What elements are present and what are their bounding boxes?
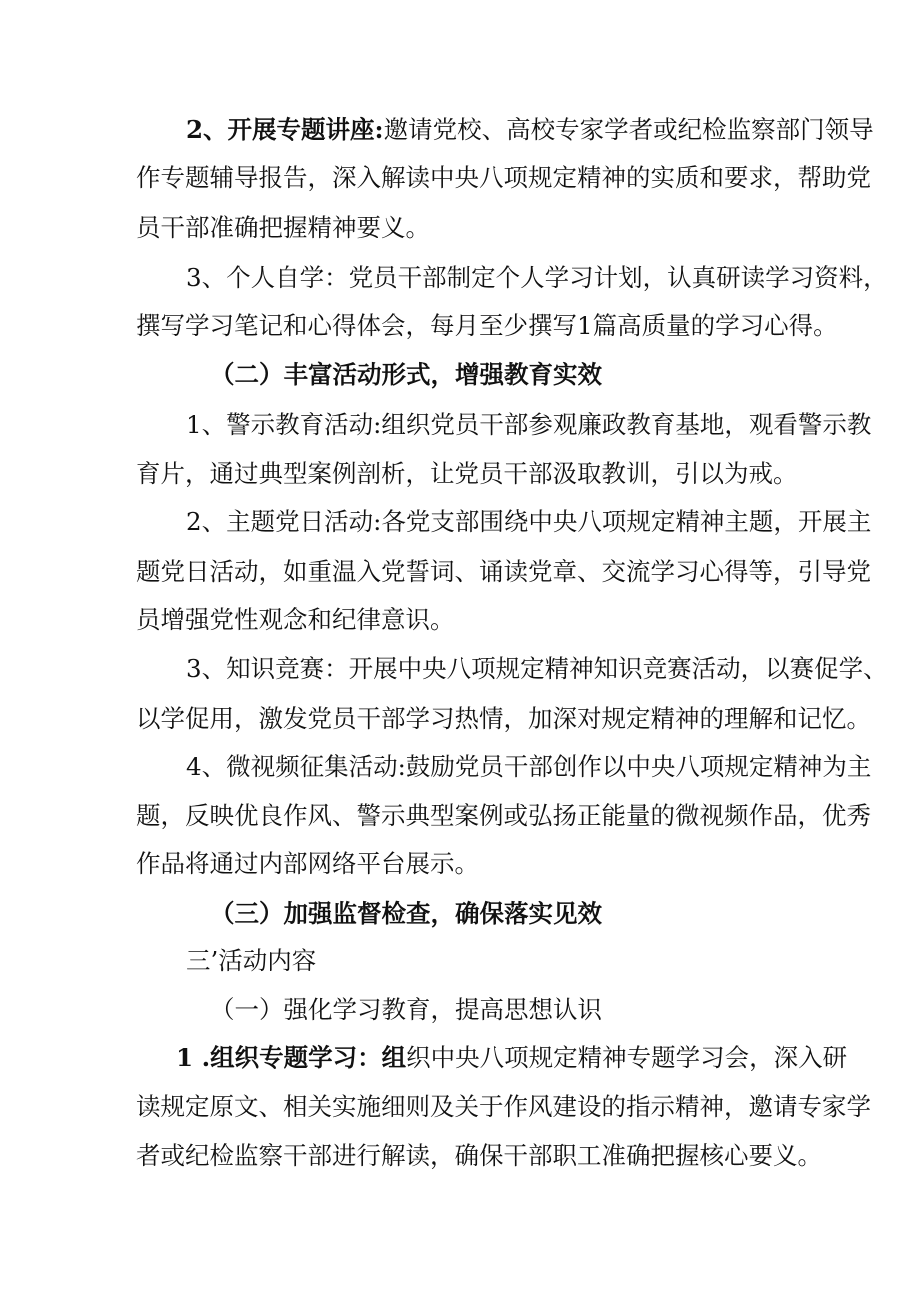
paragraph-line: 撰写学习笔记和心得体会，每月至少撰写1篇高质量的学习心得。	[136, 311, 838, 340]
paragraph-line: 3、个人自学：党员干部制定个人学习计划，认真研读学习资料，	[186, 263, 888, 292]
item-text: 织中央八项规定精神专题学习会，深入研	[406, 1043, 848, 1072]
item-text: 邀请党校、高校专家学者或纪检监察部门领导	[383, 115, 874, 144]
paragraph-line: 题，反映优良作风、警示典型案例或弘扬正能量的微视频作品，优秀	[136, 801, 871, 830]
section-heading: （二）丰富活动形式，增强教育实效	[210, 360, 602, 389]
chapter-heading: 三’活动内容	[186, 946, 317, 975]
section-heading: （三）加强监督检查，确保落实见效	[210, 899, 602, 928]
paragraph-line: 3、知识竞赛：开展中央八项规定精神知识竞赛活动，以赛促学、	[186, 654, 888, 683]
paragraph-line: 1、警示教育活动:组织党员干部参观廉政教育基地，观看警示教	[186, 410, 872, 439]
paragraph-line: 员增强党性观念和纪律意识。	[136, 605, 455, 634]
paragraph-line: 作品将通过内部网络平台展示。	[136, 849, 479, 878]
item-heading: 1 .组织专题学习：组	[176, 1043, 407, 1072]
paragraph-line	[176, 1043, 847, 1073]
section-heading: （一）强化学习教育，提高思想认识	[210, 995, 602, 1024]
paragraph-line: 育片，通过典型案例剖析，让党员干部汲取教训，引以为戒。	[136, 459, 798, 488]
paragraph-line: 以学促用，激发党员干部学习热情，加深对规定精神的理解和记忆。	[136, 704, 871, 733]
paragraph-line: 作专题辅导报告，深入解读中央八项规定精神的实质和要求，帮助党	[136, 163, 871, 192]
paragraph-line: 题党日活动，如重温入党誓词、诵读党章、交流学习心得等，引导党	[136, 557, 871, 586]
paragraph-line: 者或纪检监察干部进行解读，确保干部职工准确把握核心要义。	[136, 1141, 822, 1170]
item-heading: 2、开展专题讲座:	[186, 115, 384, 144]
paragraph-line: 2、主题党日活动:各党支部围绕中央八项规定精神主题，开展主	[186, 507, 872, 536]
paragraph-line: 员干部准确把握精神要义。	[136, 213, 430, 242]
paragraph-line: 读规定原文、相关实施细则及关于作风建设的指示精神，邀请专家学	[136, 1092, 871, 1121]
paragraph-line: 4、微视频征集活动:鼓励党员干部创作以中央八项规定精神为主	[186, 752, 872, 781]
paragraph-line	[186, 115, 874, 145]
